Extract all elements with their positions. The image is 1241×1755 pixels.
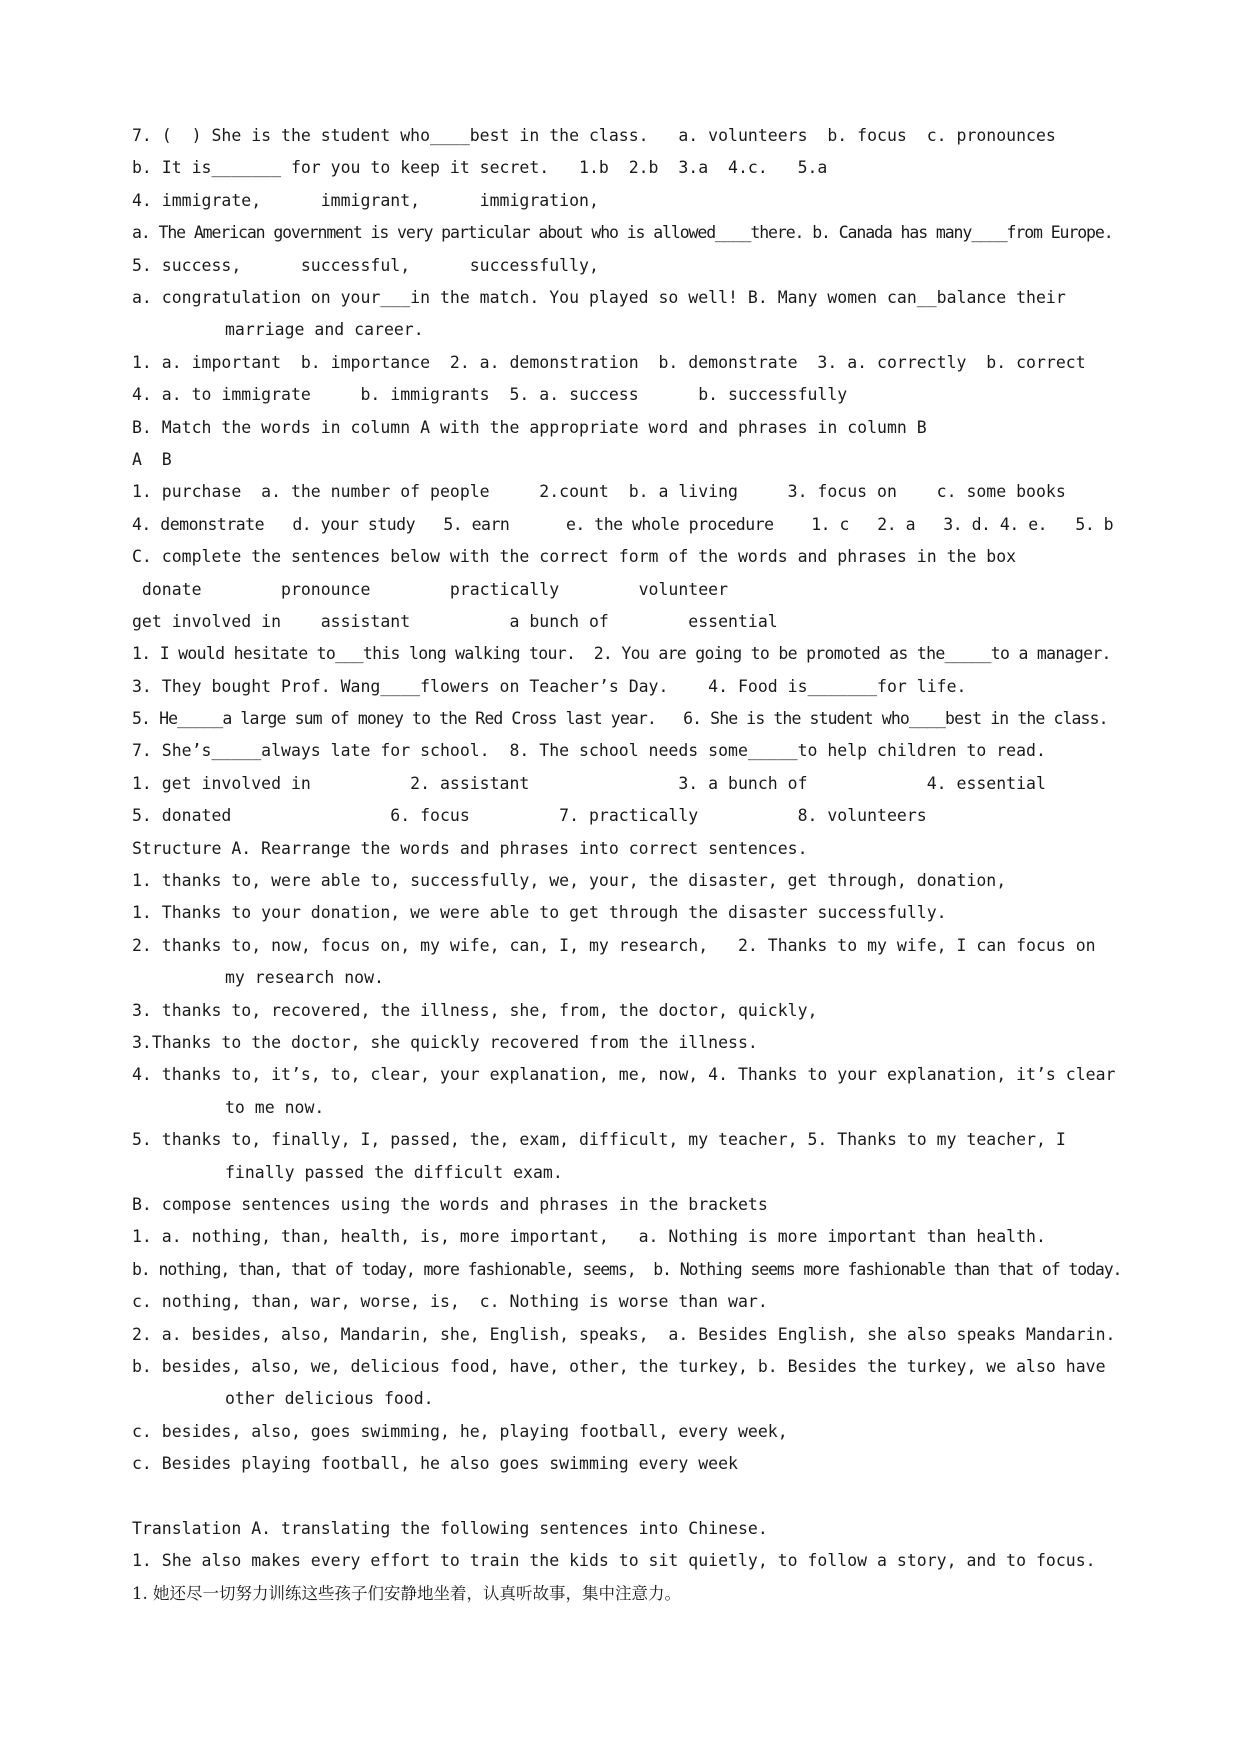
- text-line: b. besides, also, we, delicious food, have, other, the turkey, b. Besides the turkey, we also have other delicious food.: [132, 1356, 1116, 1409]
- blank-line: [132, 1481, 1122, 1513]
- text-line: c. nothing, than, war, worse, is, c. Nothing is worse than war.: [132, 1292, 768, 1312]
- word-box: get involved in assistant a bunch of essential: [132, 611, 778, 631]
- text-line: 2. thanks to, now, focus on, my wife, can, I, my research, 2. Thanks to my wife, I can focus on my research now.: [132, 935, 1106, 988]
- text-line: 1. purchase a. the number of people 2.count b. a living 3. focus on c. some books: [132, 482, 1066, 502]
- text-line: 1. get involved in 2. assistant 3. a bunch of 4. essential: [132, 773, 1046, 793]
- text-line: 3.Thanks to the doctor, she quickly recovered from the illness.: [132, 1033, 758, 1052]
- text-line: 1. She also makes every effort to train the kids to sit quietly, to follow a story, and to focus.: [132, 1551, 1096, 1571]
- text-line: 7. She’s_____always late for school. 8. The school needs some_____to help children to read.: [132, 741, 1046, 761]
- text-line: b. It is_______ for you to keep it secret. 1.b 2.b 3.a 4.c. 5.a: [132, 158, 828, 178]
- section-heading: Structure A. Rearrange the words and phrases into correct sentences.: [132, 838, 808, 858]
- text-line: 1. I would hesitate to___this long walking tour. 2. You are going to be promoted as the_____to a manager.: [132, 644, 1111, 664]
- section-heading: B. compose sentences using the words and phrases in the brackets: [132, 1195, 768, 1215]
- worksheet-page: [132, 120, 1126, 1610]
- text-line: 5. He_____a large sum of money to the Red Cross last year. 6. She is the student who____best in the class.: [132, 709, 1108, 729]
- text-line: 1. a. nothing, than, health, is, more important, a. Nothing is more important than health.: [132, 1227, 1046, 1247]
- text-line: c. besides, also, goes swimming, he, playing football, every week,: [132, 1421, 788, 1441]
- text-line: 5. success, successful, successfully,: [132, 255, 599, 275]
- text-line: 4. thanks to, it’s, to, clear, your explanation, me, now, 4. Thanks to your explanation, it’s clear to me now.: [132, 1065, 1126, 1117]
- section-heading: Translation A. translating the following sentences into Chinese.: [132, 1518, 768, 1538]
- section-heading: B. Match the words in column A with the appropriate word and phrases in column B: [132, 417, 927, 437]
- text-line: 4. demonstrate d. your study 5. earn e. the whole procedure 1. c 2. a 3. d. 4. e. 5. b: [132, 514, 1114, 534]
- text-line: 1. Thanks to your donation, we were able to get through the disaster successfully.: [132, 903, 947, 923]
- text-line: a. The American government is very particular about who is allowed____there. b. Canada has many____from Europe.: [132, 223, 1113, 243]
- text-line: 7. ( ) She is the student who____best in the class. a. volunteers b. focus c. pronounces: [132, 126, 1056, 145]
- text-line: 4. a. to immigrate b. immigrants 5. a. success b. successfully: [132, 385, 848, 405]
- section-heading: C. complete the sentences below with the correct form of the words and phrases in the box: [132, 547, 1017, 567]
- text-line: 1. a. important b. importance 2. a. demonstration b. demonstrate 3. a. correctly b. correct: [132, 352, 1086, 372]
- text-line: 1. 她还尽一切努力训练这些孩子们安静地坐着，认真听故事，集中注意力。: [132, 1583, 681, 1603]
- text-line: b. nothing, than, that of today, more fashionable, seems, b. Nothing seems more fashionable than that of today.: [132, 1259, 1122, 1279]
- text-line: a. congratulation on your___in the match. You played so well! B. Many women can__balance their marriage and career.: [132, 287, 1076, 340]
- text-line: c. Besides playing football, he also goes swimming every week: [132, 1454, 738, 1474]
- text-line: 2. a. besides, also, Mandarin, she, English, speaks, a. Besides English, she also speaks Mandarin.: [132, 1324, 1116, 1344]
- text-line: 1. thanks to, were able to, successfully, we, your, the disaster, get through, donation,: [132, 871, 1007, 891]
- text-line: 5. thanks to, finally, I, passed, the, exam, difficult, my teacher, 5. Thanks to my teacher, I finally passed the difficult exam.: [132, 1130, 1076, 1182]
- text-line: 3. They bought Prof. Wang____flowers on Teacher’s Day. 4. Food is_______for life.: [132, 676, 967, 696]
- text-line: 3. thanks to, recovered, the illness, she, from, the doctor, quickly,: [132, 1000, 818, 1020]
- word-box: donate pronounce practically volunteer: [132, 579, 729, 599]
- text-line: 4. immigrate, immigrant, immigration,: [132, 190, 599, 210]
- text-line: A B: [132, 449, 172, 469]
- text-line: 5. donated 6. focus 7. practically 8. volunteers: [132, 806, 927, 826]
